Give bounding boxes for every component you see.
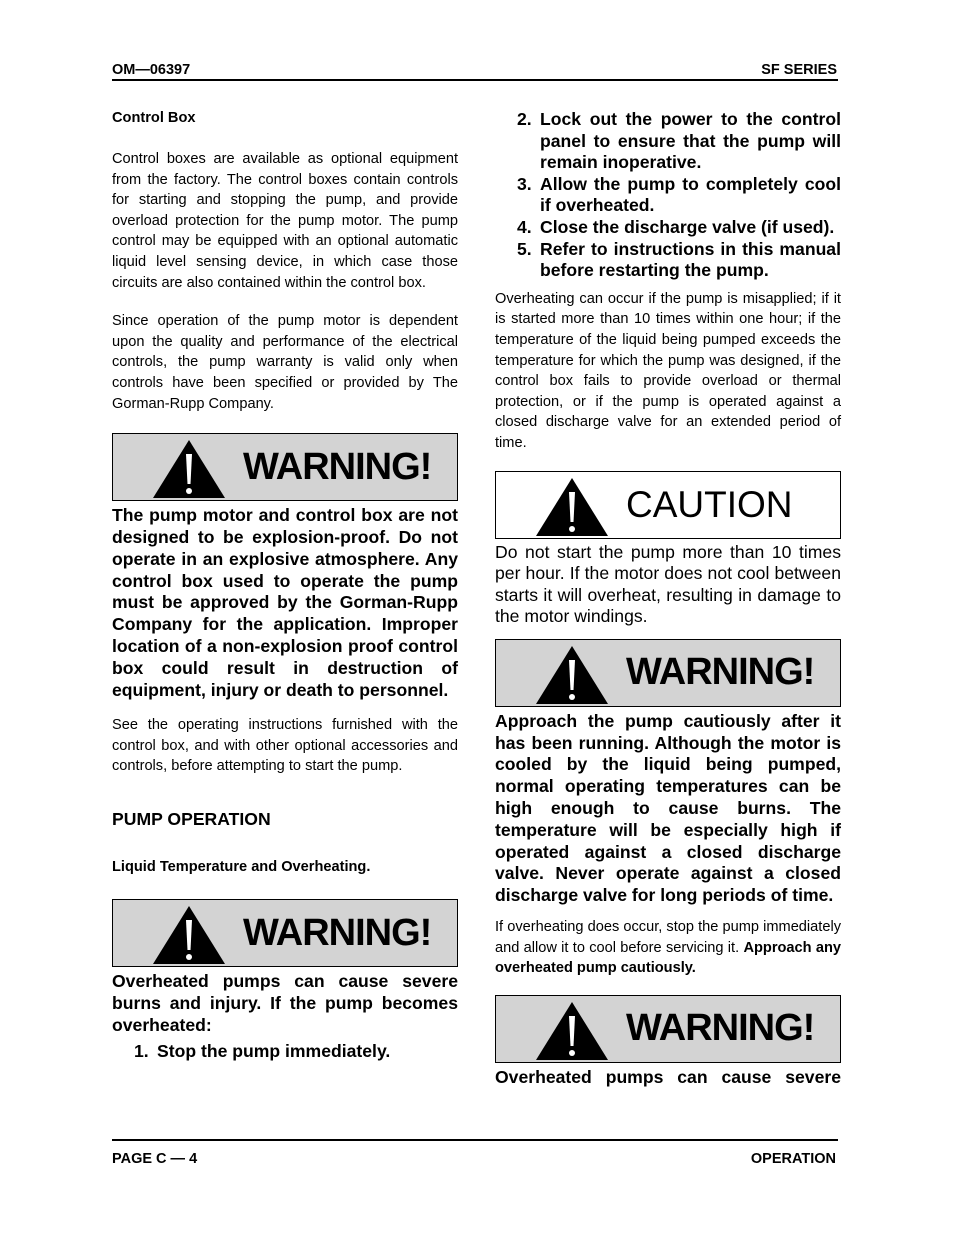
liquid-temperature-heading: Liquid Temperature and Overheating. [112,859,371,876]
warning-label: WARNING! [243,445,432,488]
explosion-warning-text: The pump motor and control box are not designed to be explosion-proof. Do not operate in an explosive atmosphere. Any control box used to operate the pump must be approved by the Gorman-Rupp Company for the application. Improper location of a non-explosion proof control box could result in destruction of equipment, injury or death to personnel. [112,505,458,700]
list-item: 4. Close the discharge valve (if used). [517,216,835,237]
list-item: 5. Refer to instructions in this manual before restarting the pump. [517,238,841,281]
warning-label: WARNING! [626,1007,815,1050]
header-rule [112,79,838,81]
warning-box [495,995,841,1063]
list-item: 2. Lock out the power to the control panel to ensure that the pump will remain inoperative. [517,109,841,173]
overheat-warning-text: Overheated pumps can cause severe [495,1066,841,1087]
exclamation-triangle-icon [536,1002,608,1060]
footer-rule [112,1139,838,1141]
section-name: OPERATION [750,1151,836,1167]
warning-label: WARNING! [626,651,815,694]
caution-label: CAUTION [626,483,793,525]
overheat-action-paragraph: If overheating does occur, stop the pump immediately and allow it to cool before servicing it. Approach any overheated pump cautiously. [495,919,841,977]
list-item: 1. Stop the pump immediately. [134,1041,391,1062]
steps-list [112,1041,458,1063]
exclamation-triangle-icon [153,906,225,964]
warning-label: WARNING! [243,911,432,954]
caution-box [495,471,841,539]
left-column [112,110,458,1063]
warning-box [112,433,458,501]
page-number: PAGE C — 4 [112,1151,198,1167]
warning-box [495,639,841,707]
control-box-paragraph: Control boxes are available as optional equipment from the factory. The control boxes contain controls for starting and stopping the pump, and provide overload protection for the pump motor. The pump control may be equipped with an optional automatic liquid level sensing device, in which case those circuits are also contained within the control box. [112,151,458,291]
right-column [495,109,841,1089]
exclamation-triangle-icon [153,440,225,498]
burn-warning-text: Approach the pump cautiously after it has been running. Although the motor is cooled by the liquid being pumped, normal operating temperatures can be high enough to cause burns. The temperature will be especially high if operated against a closed discharge valve. Never operate against a closed discharge valve for long periods of time. [495,710,841,906]
instructions-paragraph: See the operating instructions furnished with the control box, and with other optional accessories and controls, before attempting to start the pump. [112,717,458,775]
overheating-causes-paragraph: Overheating can occur if the pump is misapplied; if it is started more than 10 times within one hour; if the temperature of the liquid being pumped exceeds the temperature for which the pump was designed, if the control box fails to provide overload or thermal protection, or if the pump is operated against a closed discharge valve for an extended period of time. [495,290,841,451]
overheat-warning-text: Overheated pumps can cause severe burns and injury. If the pump becomes overheated: [112,971,458,1035]
steps-list [495,109,841,282]
warning-box [112,899,458,967]
pump-operation-heading: PUMP OPERATION [112,809,271,830]
series-name: SF SERIES [761,62,837,78]
list-item: 3. Allow the pump to completely cool if overheated. [517,173,841,216]
doc-number: OM—06397 [112,62,191,78]
exclamation-triangle-icon [536,478,608,536]
warranty-paragraph: Since operation of the pump motor is dependent upon the quality and performance of the electrical controls, the pump warranty is valid only when controls have been specified or provided by The Gorman-Rupp Company. [112,313,458,412]
caution-text: Do not start the pump more than 10 times per hour. If the motor does not cool between starts it will overheat, resulting in damage to the motor windings. [495,541,841,627]
exclamation-triangle-icon [536,646,608,704]
control-box-heading: Control Box [112,110,196,126]
